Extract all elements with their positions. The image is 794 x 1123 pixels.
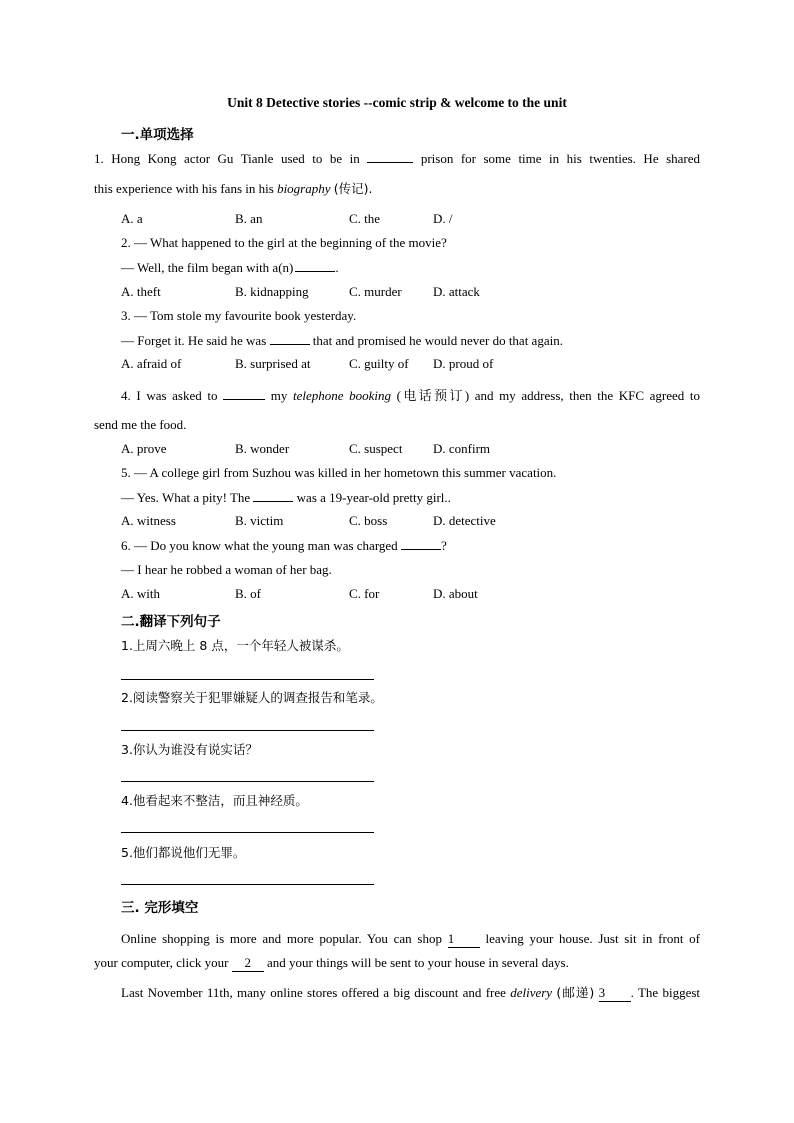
cloze-line-1 [121, 931, 700, 948]
cloze-gloss: (邮递) [556, 985, 595, 1000]
option-b[interactable]: B. wonder [235, 441, 290, 456]
question-1-line-2 [94, 179, 373, 197]
question-4-line-1 [121, 385, 700, 404]
question-5-line-1: 5. — A college girl from Suzhou was killed in her hometown this summer vacation. [121, 465, 557, 480]
question-6-line-1 [121, 537, 447, 554]
cloze-blank-1[interactable]: 1 [448, 931, 480, 948]
question-6-text: 6. — Do you know what the young man was charged [121, 538, 398, 553]
question-5-line-2 [121, 489, 451, 506]
question-4-text: my [270, 388, 288, 403]
question-3-text: that and promised he would never do that again. [312, 333, 563, 348]
option-a[interactable]: A. afraid of [121, 356, 182, 371]
italic-term: biography [277, 181, 331, 196]
option-d[interactable]: D. attack [433, 284, 480, 299]
answer-blank [253, 489, 293, 502]
question-3-line-1: 3. — Tom stole my favourite book yesterday. [121, 308, 357, 323]
option-b[interactable]: B. surprised at [235, 356, 311, 371]
question-2-text: — Well, the film began with a(n) [121, 260, 294, 275]
option-b[interactable]: B. an [235, 211, 263, 226]
question-3-text: — Forget it. He said he was [121, 333, 267, 348]
cloze-text: your computer, click your [94, 955, 229, 970]
section-heading-cloze: 三. 完形填空 [121, 900, 199, 916]
cloze-blank-2[interactable]: 2 [232, 955, 264, 972]
cloze-text: Last November 11th, many online stores offered a big discount and free [121, 985, 506, 1000]
option-c[interactable]: C. the [349, 211, 381, 226]
answer-blank [401, 537, 441, 550]
option-c[interactable]: C. for [349, 586, 380, 601]
cloze-text: and your things will be sent to your house in several days. [267, 955, 569, 970]
section-heading-multiple-choice: 一.单项选择 [121, 127, 194, 143]
cloze-text: leaving your house. Just sit in front of [485, 931, 700, 946]
italic-term: delivery [510, 985, 553, 1000]
option-c[interactable]: C. murder [349, 284, 402, 299]
option-a[interactable]: A. with [121, 586, 160, 601]
answer-blank [270, 332, 310, 345]
section-heading-translation: 二.翻译下列句子 [121, 614, 221, 630]
translation-item-5: 5.他们都说他们无罪。 [121, 845, 246, 860]
cloze-blank-3[interactable]: 3 [599, 985, 631, 1002]
question-4-text: (电话预订) and my address, then the KFC agreed to [396, 388, 701, 403]
answer-line-2[interactable] [121, 730, 374, 731]
cloze-text: . The biggest [630, 985, 701, 1000]
answer-blank [367, 150, 413, 163]
answer-blank [223, 387, 265, 400]
question-1-text: prison for some time in his twenties. He shared [420, 151, 701, 166]
option-c[interactable]: C. guilty of [349, 356, 409, 371]
cloze-text: Online shopping is more and more popular. You can shop [121, 931, 442, 946]
option-a[interactable]: A. a [121, 211, 143, 226]
punctuation: ? [440, 538, 447, 553]
option-b[interactable]: B. of [235, 586, 261, 601]
option-d[interactable]: D. detective [433, 513, 496, 528]
option-a[interactable]: A. theft [121, 284, 161, 299]
option-b[interactable]: B. kidnapping [235, 284, 309, 299]
question-1-line-1 [94, 150, 700, 167]
option-a[interactable]: A. prove [121, 441, 167, 456]
translation-item-3: 3.你认为谁没有说实话？ [121, 742, 258, 757]
question-1-text: 1. Hong Kong actor Gu Tianle used to be in [94, 151, 360, 166]
answer-line-4[interactable] [121, 832, 374, 833]
question-4-line-2: send me the food. [94, 417, 187, 432]
question-1-gloss: (传记). [333, 181, 373, 196]
question-2-line-1: 2. — What happened to the girl at the beginning of the movie? [121, 235, 447, 250]
question-4-text: 4. I was asked to [121, 388, 218, 403]
option-d[interactable]: D. confirm [433, 441, 491, 456]
question-5-text: — Yes. What a pity! The [121, 490, 251, 505]
cloze-line-3 [121, 983, 700, 1002]
question-5-text: was a 19-year-old pretty girl.. [296, 490, 451, 505]
italic-term: telephone booking [292, 388, 392, 403]
option-a[interactable]: A. witness [121, 513, 176, 528]
question-3-line-2 [121, 332, 563, 349]
page-title: Unit 8 Detective stories --comic strip & welcome to the unit [227, 95, 567, 110]
answer-line-3[interactable] [121, 781, 374, 782]
translation-item-4: 4.他看起来不整洁，而且神经质。 [121, 793, 308, 808]
option-b[interactable]: B. victim [235, 513, 284, 528]
option-c[interactable]: C. boss [349, 513, 388, 528]
answer-line-5[interactable] [121, 884, 374, 885]
cloze-line-2 [94, 955, 569, 972]
option-d[interactable]: D. about [433, 586, 478, 601]
answer-blank [295, 259, 335, 272]
question-6-line-2: — I hear he robbed a woman of her bag. [121, 562, 332, 577]
option-d[interactable]: D. proud of [433, 356, 494, 371]
punctuation: . [335, 260, 339, 275]
question-1-text: this experience with his fans in his [94, 181, 274, 196]
translation-item-1: 1.上周六晚上 8 点，一个年轻人被谋杀。 [121, 638, 349, 653]
option-d[interactable]: D. / [433, 211, 453, 226]
question-2-line-2 [121, 259, 339, 276]
option-c[interactable]: C. suspect [349, 441, 403, 456]
translation-item-2: 2.阅读警察关于犯罪嫌疑人的调查报告和笔录。 [121, 690, 383, 705]
answer-line-1[interactable] [121, 679, 374, 680]
